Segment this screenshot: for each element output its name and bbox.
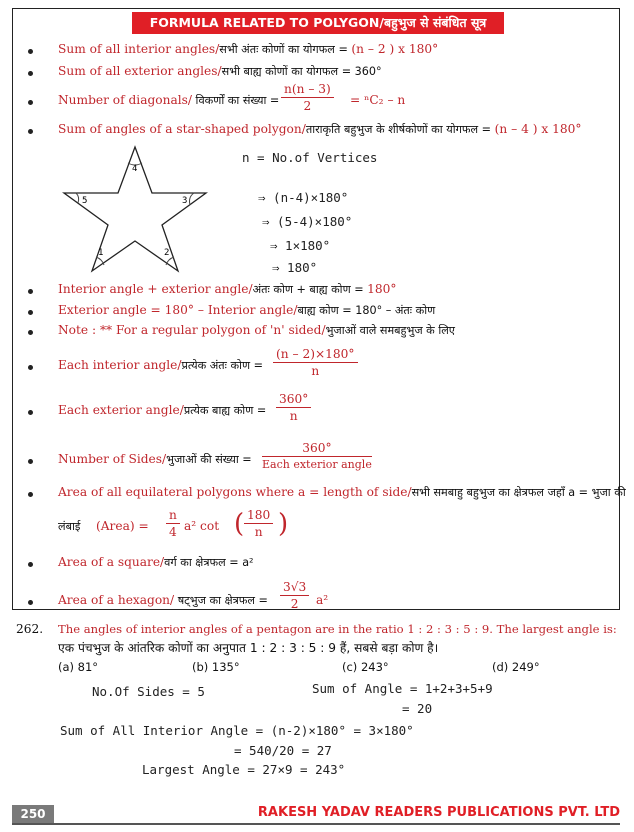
page-number: 250 — [12, 805, 54, 823]
star-step: ⇒ 1×180° — [270, 238, 331, 253]
bullet-icon — [28, 100, 33, 105]
diagonals-fraction — [281, 81, 334, 114]
formula-expr: = ⁿC₂ – n — [350, 93, 406, 107]
formula-hi: सभी बाह्य कोणों का योगफल = — [221, 65, 355, 78]
star-label: 2 — [164, 248, 170, 258]
formula-en: (Area) = — [96, 519, 149, 533]
formula-expr: 180° — [367, 282, 397, 296]
bullet-icon — [28, 365, 33, 370]
fraction-denominator: 2 — [303, 99, 312, 113]
formula-en: Number of Sides/ — [58, 452, 167, 466]
fraction-denominator: n — [254, 525, 263, 539]
formula-hi: सभी अंतः कोणों का योगफल = — [219, 43, 352, 56]
formula-hi: प्रत्येक अंतः कोण = — [181, 359, 263, 372]
fraction-numerator: (n – 2)×180° — [273, 346, 358, 363]
footer-divider — [12, 823, 620, 825]
formula-en: Area of a square/ — [58, 555, 165, 569]
fraction-numerator: 3√3 — [280, 579, 309, 596]
formula-hi: अंतः कोण + बाह्य कोण = — [252, 283, 368, 296]
option-c: (c) 243° — [342, 660, 389, 674]
solution-interior-result: = 540/20 = 27 — [234, 743, 332, 758]
star-label: 4 — [132, 164, 138, 174]
formula-expr: a² cot — [184, 519, 220, 533]
formula-hi: सभी समबाहु बहुभुज का क्षेत्रफल जहाँ a = भुजा की — [411, 486, 626, 499]
fraction-denominator: 4 — [169, 525, 177, 539]
star-label: 3 — [182, 196, 188, 206]
bullet-icon — [28, 71, 33, 76]
question-text-en: The angles of interior angles of a pentagon are in the ratio 1 : 2 : 3 : 5 : 9. The largest angle is: — [58, 622, 617, 636]
formula-expr: 360° — [354, 65, 382, 78]
fraction-denominator: 2 — [290, 597, 299, 611]
formula-en: Sum of all interior angles/ — [58, 42, 220, 56]
sides-fraction — [262, 440, 372, 473]
fraction-numerator: n — [166, 507, 180, 524]
formula-hi: भुजाओं की संख्या = — [166, 453, 252, 466]
solution-interior: Sum of All Interior Angle = (n-2)×180° = 3×180° — [60, 723, 414, 738]
bullet-icon — [28, 289, 33, 294]
bullet-icon — [28, 310, 33, 315]
solution-largest: Largest Angle = 27×9 = 243° — [142, 762, 346, 777]
star-label: 1 — [98, 248, 104, 258]
section-header: FORMULA RELATED TO POLYGON/बहुभुज से संबंधित सूत्र — [132, 12, 504, 34]
star-definition: n = No.of Vertices — [242, 150, 378, 165]
option-d: (d) 249° — [492, 660, 540, 674]
fraction-numerator: 360° — [276, 391, 311, 408]
formula-hi: लंबाई — [58, 520, 81, 533]
bullet-icon — [28, 410, 33, 415]
publisher-name: RAKESH YADAV READERS PUBLICATIONS PVT. LTD — [257, 805, 620, 820]
formula-hi: बाह्य कोण = 180° – अंतः कोण — [297, 304, 436, 317]
bullet-icon — [28, 492, 33, 497]
interior-angle-fraction — [273, 346, 358, 379]
bullet-icon — [28, 49, 33, 54]
formula-expr: (n – 2 ) x 180° — [351, 42, 439, 56]
formula-expr: (n – 4 ) x 180° — [494, 122, 582, 136]
formula-hi: ताराकृति बहुभुज के शीर्षकोणों का योगफल = — [305, 123, 495, 136]
fraction-numerator: n(n – 3) — [281, 81, 334, 98]
fraction-denominator: n — [311, 364, 320, 378]
formula-en: Each interior angle/ — [58, 358, 182, 372]
option-a: (a) 81° — [58, 660, 99, 674]
formula-en: Interior angle + exterior angle/ — [58, 282, 253, 296]
formula-hi: भुजाओं वाले समबहुभुज के लिए — [325, 324, 455, 337]
bullet-icon — [28, 600, 33, 605]
solution-sum-ratio-result: = 20 — [402, 701, 433, 716]
bullet-icon — [28, 562, 33, 567]
paren-right: ) — [278, 509, 289, 539]
formula-hi: षट्भुज का क्षेत्रफल = — [174, 594, 268, 607]
formula-en: Area of all equilateral polygons where a = length of side/ — [58, 485, 412, 499]
formula-en: Sum of angles of a star-shaped polygon/ — [58, 122, 306, 136]
formula-en: Each exterior angle/ — [58, 403, 184, 417]
hexagon-fraction — [280, 579, 309, 612]
formula-hi: प्रत्येक बाह्य कोण = — [183, 404, 267, 417]
formula-expr: a² — [316, 593, 329, 607]
question-number: 262. — [16, 622, 44, 636]
star-label: 5 — [82, 196, 88, 206]
formula-en: Sum of all exterior angles/ — [58, 64, 222, 78]
bullet-icon — [28, 459, 33, 464]
option-b: (b) 135° — [192, 660, 240, 674]
solution-sum-ratio: Sum of Angle = 1+2+3+5+9 — [312, 681, 493, 696]
formula-hi: वर्ग का क्षेत्रफल = — [164, 556, 243, 569]
exterior-angle-fraction — [276, 391, 311, 424]
formula-en: Number of diagonals/ — [58, 93, 192, 107]
formula-en: Exterior angle = 180° – Interior angle/ — [58, 303, 298, 317]
area-fraction — [166, 507, 180, 540]
bullet-icon — [28, 330, 33, 335]
fraction-numerator: 360° — [262, 440, 372, 457]
star-step: ⇒ 180° — [272, 260, 318, 275]
cot-fraction — [244, 507, 273, 540]
paren-left: ( — [234, 509, 245, 539]
formula-expr: a² — [242, 556, 254, 569]
star-polygon-diagram — [60, 145, 210, 275]
solution-sides: No.Of Sides = 5 — [92, 684, 205, 699]
formula-hi: विकर्णों का संख्या = — [192, 94, 280, 107]
fraction-denominator: Each exterior angle — [262, 458, 372, 471]
formula-en: Area of a hexagon/ — [58, 593, 175, 607]
bullet-icon — [28, 129, 33, 134]
question-text-hi: एक पंचभुज के आंतरिक कोणों का अनुपात 1 : 2 : 3 : 5 : 9 हैं, सबसे बड़ा कोण है। — [58, 641, 439, 655]
star-step: ⇒ (5-4)×180° — [262, 214, 353, 229]
fraction-denominator: n — [289, 409, 298, 423]
star-step: ⇒ (n-4)×180° — [258, 190, 349, 205]
fraction-numerator: 180 — [244, 507, 273, 524]
formula-en: Note : ** For a regular polygon of 'n' sided/ — [58, 323, 326, 337]
